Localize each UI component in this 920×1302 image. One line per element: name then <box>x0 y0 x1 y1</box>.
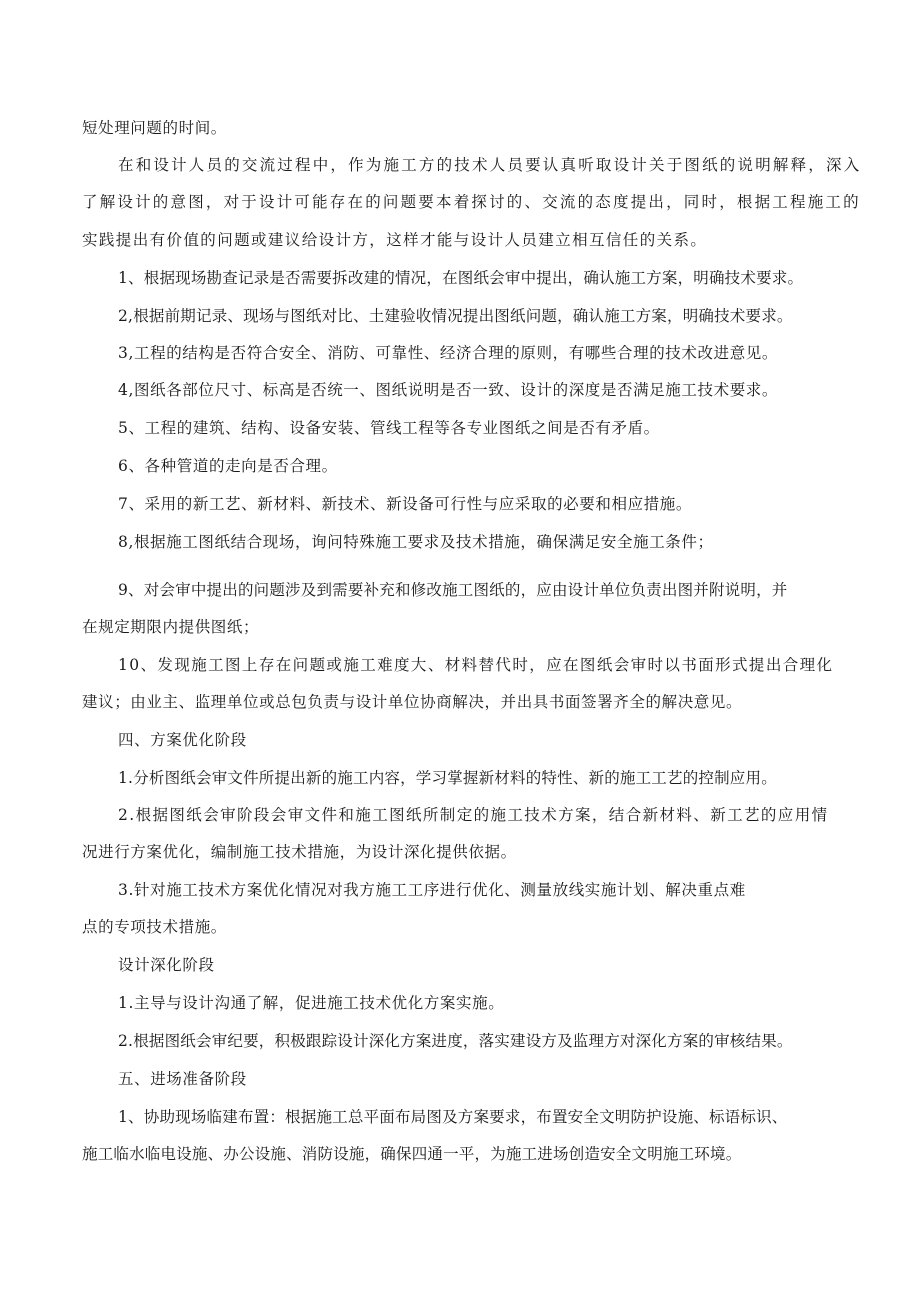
text-line: 施工临水临电设施、办公设施、消防设施，确保四通一平，为施工进场创造安全文明施工环境。 <box>82 1145 742 1163</box>
text-line: 7、采用的新工艺、新材料、新技术、新设备可行性与应采取的必要和相应措施。 <box>118 495 692 513</box>
text-line: 了解设计的意图，对于设计可能存在的问题要本着探讨的、交流的态度提出，同时，根据工程施工的 <box>82 193 861 211</box>
text-line: 10、发现施工图上存在问题或施工难度大、材料替代时，应在图纸会审时以书面形式提出合理化 <box>118 656 834 674</box>
section-heading: 设计深化阶段 <box>118 956 215 974</box>
text-line: 3,工程的结构是否符合安全、消防、可靠性、经济合理的原则，有哪些合理的技术改进意见。 <box>118 344 778 362</box>
text-line: 6、各种管道的走向是否合理。 <box>118 457 338 475</box>
text-line: 点的专项技术措施。 <box>82 918 227 936</box>
text-line: 1.分析图纸会审文件所提出新的施工内容，学习掌握新材料的特性、新的施工工艺的控制应用。 <box>118 769 777 787</box>
text-line: 2.根据图纸会审阶段会审文件和施工图纸所制定的施工技术方案，结合新材料、新工艺的应用情 <box>118 806 829 824</box>
text-line: 5、工程的建筑、结构、设备安装、管线工程等各专业图纸之间是否有矛盾。 <box>118 419 660 437</box>
text-line: 4,图纸各部位尺寸、标高是否统一、图纸说明是否一致、设计的深度是否满足施工技术要求。 <box>118 381 778 399</box>
text-line: 实践提出有价值的问题或建议给设计方，这样才能与设计人员建立相互信任的关系。 <box>82 231 708 249</box>
section-heading: 五、进场准备阶段 <box>118 1070 247 1088</box>
text-line: 9、对会审中提出的问题涉及到需要补充和修改施工图纸的，应由设计单位负责出图并附说明，并 <box>118 581 788 599</box>
text-line: 1.主导与设计沟通了解，促进施工技术优化方案实施。 <box>118 994 505 1012</box>
text-line: 在规定期限内提供图纸； <box>82 618 260 636</box>
text-line: 2.根据图纸会审纪要，积极跟踪设计深化方案进度，落实建设方及监理方对深化方案的审核结果。 <box>118 1032 793 1050</box>
text-line: 况进行方案优化，编制施工技术措施，为设计深化提供依据。 <box>82 843 517 861</box>
text-line: 短处理问题的时间。 <box>82 119 227 137</box>
text-line: 8,根据施工图纸结合现场，询问特殊施工要求及技术措施，确保满足安全施工条件； <box>118 533 714 551</box>
text-line: 1、协助现场临建布置：根据施工总平面布局图及方案要求，布置安全文明防护设施、标语标识、 <box>118 1108 788 1126</box>
text-line: 3.针对施工技术方案优化情况对我方施工工序进行优化、测量放线实施计划、解决重点难 <box>118 881 746 899</box>
text-line: 建议；由业主、监理单位或总包负责与设计单位协商解决，并出具书面签署齐全的解决意见。 <box>82 693 743 711</box>
text-line: 1、根据现场勘查记录是否需要拆改建的情况，在图纸会审中提出，确认施工方案，明确技术要求。 <box>118 269 804 287</box>
text-line: 2,根据前期记录、现场与图纸对比、土建验收情况提出图纸问题，确认施工方案，明确技术要求。 <box>118 307 793 325</box>
section-heading: 四、方案优化阶段 <box>118 731 247 749</box>
text-line: 在和设计人员的交流过程中，作为施工方的技术人员要认真听取设计关于图纸的说明解释，深入 <box>118 156 862 174</box>
